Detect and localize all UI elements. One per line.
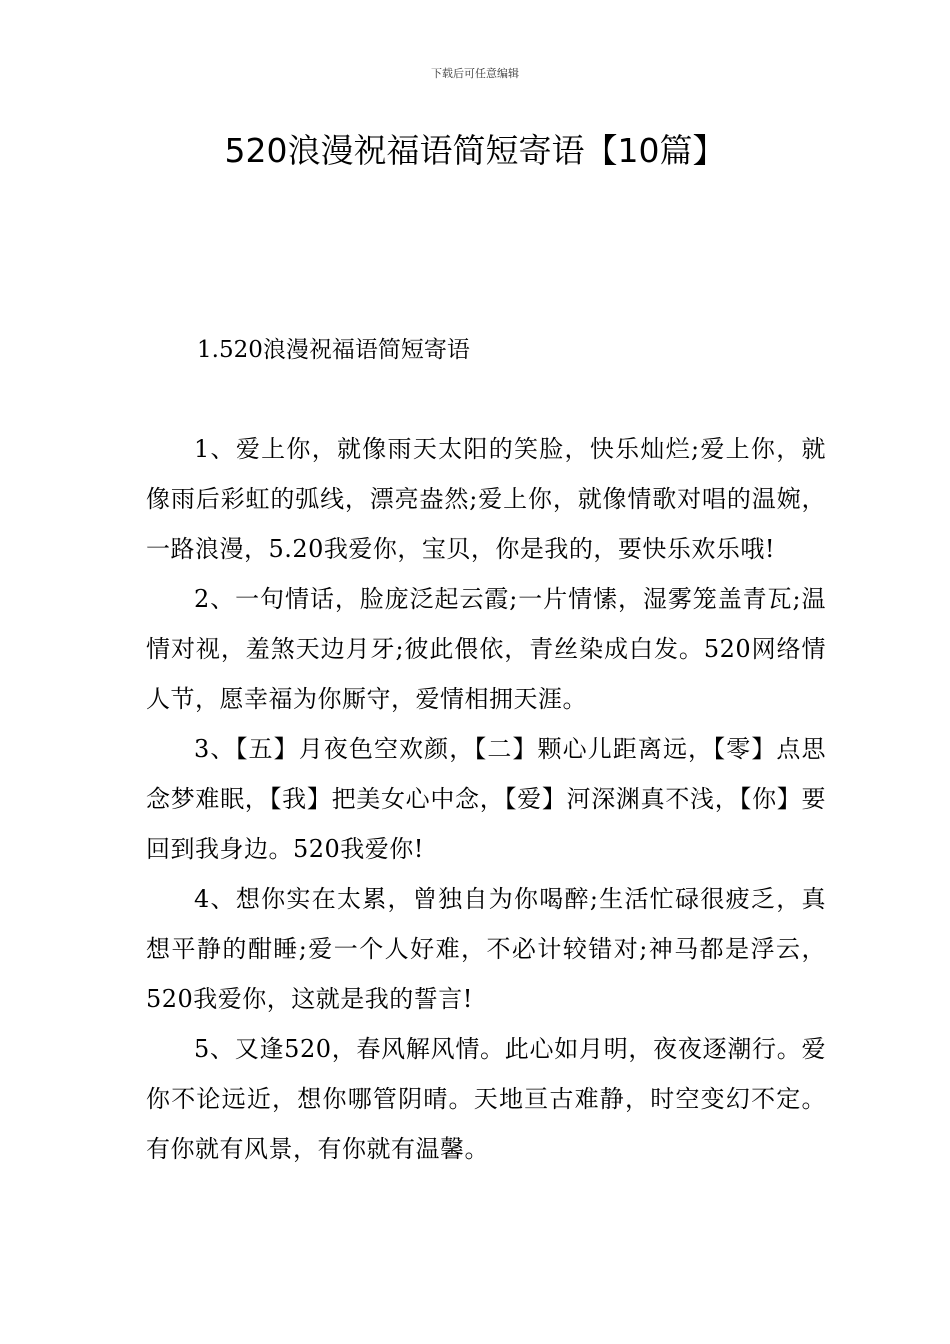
paragraph-4: 4、想你实在太累，曾独自为你喝醉;生活忙碌很疲乏，真想平静的酣睡;爱一个人好难，不必计较错对;神马都是浮云，520我爱你，这就是我的誓言! bbox=[146, 885, 826, 1013]
document-title: 520浪漫祝福语简短寄语【10篇】 bbox=[224, 131, 726, 170]
header-note: 下载后可任意编辑 bbox=[431, 67, 519, 80]
section-heading: 1.520浪漫祝福语简短寄语 bbox=[197, 337, 470, 363]
paragraph-2: 2、一句情话，脸庞泛起云霞;一片情愫，湿雾笼盖青瓦;温情对视，羞煞天边月牙;彼此偎依，青丝染成白发。520网络情人节，愿幸福为你厮守，爱情相拥天涯。 bbox=[146, 585, 826, 713]
paragraph-1: 1、爱上你，就像雨天太阳的笑脸，快乐灿烂;爱上你，就像雨后彩虹的弧线，漂亮盎然;爱上你，就像情歌对唱的温婉，一路浪漫，5.20我爱你，宝贝，你是我的，要快乐欢乐哦! bbox=[146, 435, 826, 563]
body-text bbox=[146, 424, 826, 1174]
paragraph-3: 3、【五】月夜色空欢颜，【二】颗心儿距离远，【零】点思念梦难眠，【我】把美女心中念，【爱】河深渊真不浅，【你】要回到我身边。520我爱你! bbox=[146, 735, 826, 863]
paragraph-5: 5、又逢520，春风解风情。此心如月明，夜夜逐潮行。爱你不论远近，想你哪管阴晴。天地亘古难静，时空变幻不定。有你就有风景，有你就有温馨。 bbox=[146, 1035, 826, 1163]
